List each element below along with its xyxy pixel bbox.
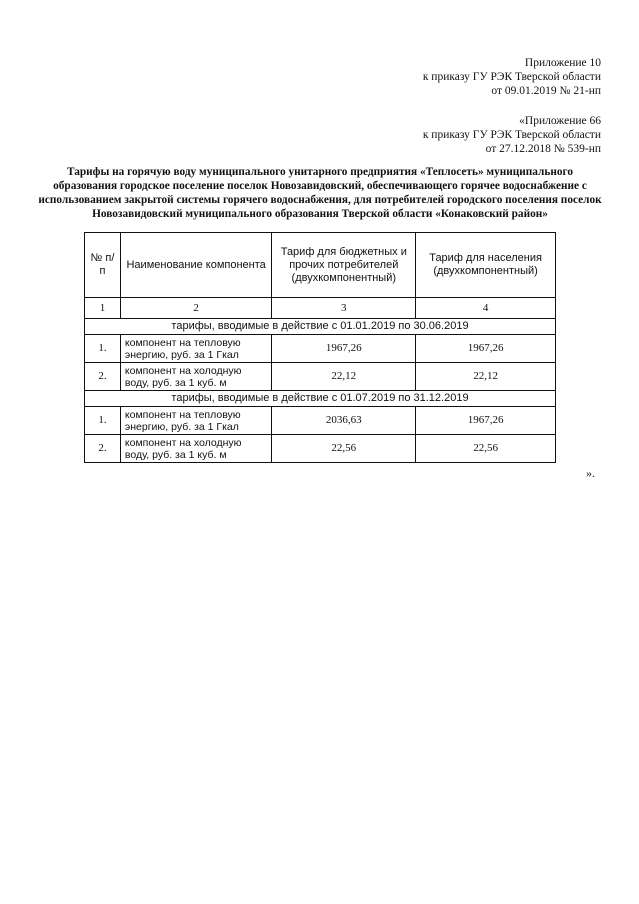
row-budget-value: 1967,26	[272, 335, 416, 363]
table-header-row	[85, 233, 556, 298]
row-number: 1.	[85, 335, 121, 363]
appendix-10-date: от 09.01.2019 № 21-нп	[491, 85, 601, 97]
row-number: 2.	[85, 363, 121, 391]
period-row	[85, 391, 556, 407]
row-budget-value: 2036,63	[272, 407, 416, 435]
row-component: компонент на тепловую энергию, руб. за 1 Гкал	[120, 335, 272, 363]
header-number: № п/п	[85, 233, 121, 298]
table-row	[85, 435, 556, 463]
period-label: тарифы, вводимые в действие с 01.01.2019 по 30.06.2019	[85, 319, 556, 335]
appendix-66-header	[423, 114, 601, 156]
header-component: Наименование компонента	[120, 233, 272, 298]
header-budget-tariff: Тариф для бюджетных и прочих потребителей (двухкомпонентный)	[272, 233, 416, 298]
table-row	[85, 407, 556, 435]
header-population-tariff: Тариф для населения (двухкомпонентный)	[416, 233, 556, 298]
tariff-table	[84, 232, 556, 463]
appendix-10-order: к приказу ГУ РЭК Тверской области	[422, 71, 601, 83]
closing-quote: ».	[586, 466, 595, 480]
table-row	[85, 363, 556, 391]
column-number: 3	[272, 298, 416, 319]
appendix-10-header	[423, 56, 601, 98]
column-number: 2	[120, 298, 272, 319]
row-population-value: 22,12	[416, 363, 556, 391]
appendix-66-order: к приказу ГУ РЭК Тверской области	[422, 129, 601, 141]
column-number: 1	[85, 298, 121, 319]
document-title: Тарифы на горячую воду муниципального унитарного предприятия «Теплосеть» муниципального образования городское поселение поселок Новозавидовский, обеспечивающего горячее водоснабжение с использованием закрытой системы горячего водоснабжения, для потребителей городского поселения поселок Новозавидовский муниципального образования Тверской области «Конаковский район»	[38, 166, 602, 220]
row-component: компонент на тепловую энергию, руб. за 1 Гкал	[120, 407, 272, 435]
row-budget-value: 22,12	[272, 363, 416, 391]
column-number: 4	[416, 298, 556, 319]
row-number: 1.	[85, 407, 121, 435]
row-population-value: 1967,26	[416, 335, 556, 363]
column-number-row	[85, 298, 556, 319]
period-label: тарифы, вводимые в действие с 01.07.2019 по 31.12.2019	[85, 391, 556, 407]
appendix-66-date: от 27.12.2018 № 539-нп	[485, 143, 601, 155]
row-component: компонент на холодную воду, руб. за 1 куб. м	[120, 435, 272, 463]
appendix-66-number: «Приложение 66	[519, 115, 601, 127]
row-population-value: 22,56	[416, 435, 556, 463]
row-component: компонент на холодную воду, руб. за 1 куб. м	[120, 363, 272, 391]
row-number: 2.	[85, 435, 121, 463]
row-budget-value: 22,56	[272, 435, 416, 463]
appendix-10-number: Приложение 10	[524, 57, 601, 69]
row-population-value: 1967,26	[416, 407, 556, 435]
period-row	[85, 319, 556, 335]
table-row	[85, 335, 556, 363]
